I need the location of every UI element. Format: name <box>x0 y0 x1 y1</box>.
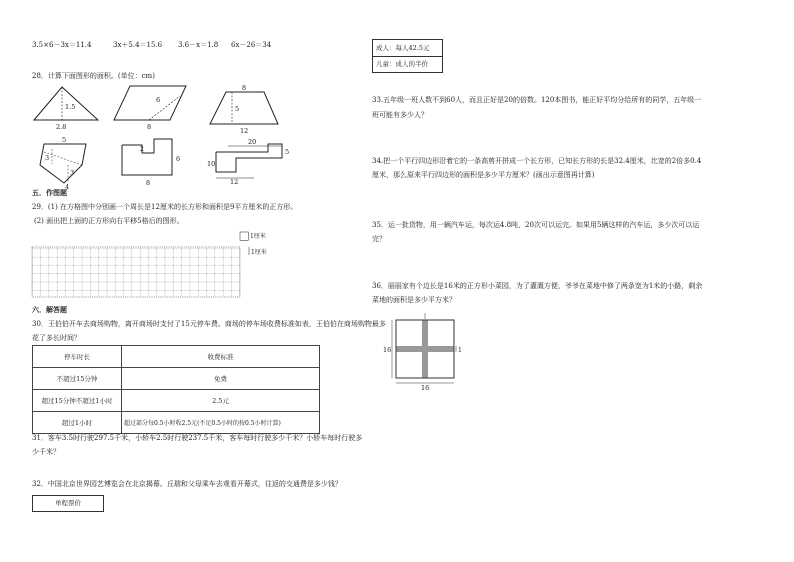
adult-price: 成人：每人42.5元 <box>373 40 442 57</box>
grid-unit-label-1: 1厘米 <box>250 233 266 240</box>
grid-unit-label-2: 1厘米 <box>251 249 267 256</box>
q31-line2: 少千米？ <box>32 448 60 456</box>
q33-line1: 33.五年级一班人数不到60人，而且正好是20的倍数。120本图书，能正好平均分给所有的同学，五年级一 <box>372 96 702 104</box>
q34-line1: 34.把一个平行四边形沿着它的一条高剪开拼成一个长方形，已知长方形的长是32.4厘米，比宽的2倍多0.4 <box>372 157 702 165</box>
trapezoid-figure <box>208 83 288 135</box>
table-header-cell: 停车时长 <box>33 346 122 368</box>
table-cell: 不超过15分钟 <box>33 368 122 390</box>
table-row <box>33 390 320 412</box>
equation-2: 3x＋5.4＝15.6 <box>113 41 163 49</box>
single-fare-box <box>32 495 104 512</box>
equation-1: 3.5×6－3x＝11.4 <box>32 41 92 49</box>
fig3-top-label: 8 <box>242 84 247 92</box>
fig4-left-label: 3 <box>45 154 50 162</box>
fig6-top-label: 20 <box>248 138 257 146</box>
fig4-top-label: 5 <box>62 136 67 144</box>
ticket-price-box <box>372 39 443 73</box>
fig2-base-label: 8 <box>147 123 152 131</box>
fig2-side-label: 6 <box>156 96 161 104</box>
pentagon-figure <box>36 135 96 191</box>
table-row <box>33 368 320 390</box>
q31-line1: 31．客车3.5时行驶297.5千米，小轿车2.5时行驶237.5千米，客车每时行驶多少千米？小轿车每时行驶多 <box>32 434 363 442</box>
table-cell: 超过1小时 <box>33 412 122 434</box>
composite-shape-figure <box>206 136 296 188</box>
q36-line1: 36．丽丽家有个边长是16米的正方形小菜园，为了灌溉方便，爷爷在菜地中修了两条宽为1米的小路，剩余 <box>372 282 703 290</box>
q35-line2: 完？ <box>372 235 386 243</box>
fig6-bottom-label: 12 <box>230 178 239 186</box>
garden-bottom-label: 16 <box>421 384 430 392</box>
child-price: 儿童：成人的半价 <box>376 60 428 68</box>
q28-title: 28．计算下面图形的面积。(单位：cm) <box>32 72 155 80</box>
table-cell: 免费 <box>122 368 320 390</box>
q34-line2: 厘米，那么原来平行四边形的面积是多少平方厘米？(画出示意图再计算) <box>372 171 595 179</box>
fig4-mid-label: 3 <box>70 169 75 177</box>
table-header-row <box>33 346 320 368</box>
q30-line2: 花了多长时间？ <box>32 334 81 342</box>
fig5-top-label: 2 <box>140 146 144 153</box>
q36-line2: 菜地的面积是多少平方米？ <box>372 296 456 304</box>
parking-fee-table <box>32 345 320 434</box>
garden-left-label: 16 <box>383 346 392 354</box>
single-fare-label: 单程票价 <box>55 499 81 507</box>
q30-line1: 30．王伯伯开车去商场购物，离开商场时支付了15元停车费。商场的停车场收费标准如表，王伯伯在商场购物最多 <box>32 320 386 328</box>
square-grid[interactable] <box>32 232 282 307</box>
fig5-height-label: 6 <box>176 155 181 163</box>
fig6-right-label: 5 <box>285 148 290 156</box>
table-header-cell: 收费标准 <box>122 346 320 368</box>
fig3-bottom-label: 12 <box>240 127 249 135</box>
q32-line1: 32．中国北京世界园艺博览会在北京揭幕。丘瑞和父母乘车去观看开幕式，往返的交通费是多少钱？ <box>32 480 342 488</box>
table-cell: 超过15分钟不超过1小时 <box>33 390 122 412</box>
vegetable-garden-figure <box>382 312 472 392</box>
q29-line2: (2) 画出把上面的正方形向右平移5格后的图形。 <box>34 217 184 225</box>
q35-line1: 35．运一批货物，用一辆汽车运，每次运4.8吨，20次可以运完。如果用5辆这样的汽车运，多少次可以运 <box>372 221 700 229</box>
section-6-title: 六．解答题 <box>32 305 67 314</box>
fig1-base-label: 2.8 <box>56 123 67 131</box>
table-cell: 超过部分每0.5小时收2.5元(不足0.5小时的按0.5小时计算) <box>122 412 320 434</box>
fig6-left-label: 10 <box>207 160 216 168</box>
fig5-bottom-label: 8 <box>146 179 151 187</box>
notched-rectangle-figure <box>118 135 188 187</box>
parallelogram-figure <box>114 84 194 130</box>
fig3-height-label: 5 <box>235 105 240 113</box>
q29-line1: 29．(1) 在方格图中分别画一个周长是12厘米的长方形和面积是9平方厘米的正方形。 <box>32 203 298 211</box>
triangle-figure <box>32 85 102 130</box>
equation-4: 6x－26＝34 <box>231 41 272 49</box>
q33-line2: 班可能有多少人？ <box>372 111 428 119</box>
fig1-height-label: 1.5 <box>65 103 76 111</box>
road-width-label: 1 <box>458 347 462 354</box>
table-row <box>33 412 320 434</box>
fig4-bottom-label: 4 <box>65 183 70 191</box>
equation-3: 3.6－x＝1.8 <box>178 41 219 49</box>
section-5-title: 五．作图题 <box>32 188 67 197</box>
table-cell: 2.5元 <box>122 390 320 412</box>
